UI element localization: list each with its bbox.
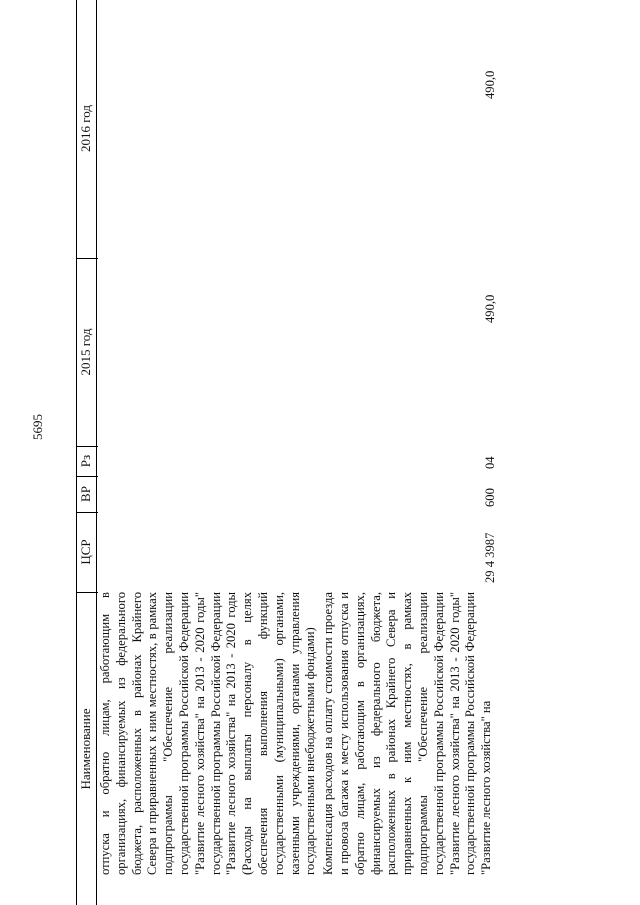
row-1-name: отпуска и обратно лицам, работающим в организациях, финансируемых из федерального бюджета, расположенных в районах Крайнего Севера и приравненных к ним местностях, в рамках подпрограммы "Обеспечение реализации государственной программы Российской Федерации "Развитие лесного хозяйства" на 2013 - 2020 годы" государственной программы Российской Федерации "Развитие лесного хозяйства" на 2013 - 2020 годы (Расходы на выплаты персоналу в целях обеспечения выполнения функций государственными (муниципальными) органами, казенными учреждениями, органами управления государственными внебюджетными фондами) <box>98 592 318 875</box>
column-divider <box>76 512 98 513</box>
row-1-csr: 29 4 3987 <box>483 532 497 583</box>
name-column <box>98 592 495 875</box>
column-divider <box>76 592 98 593</box>
header-name: Наименование <box>78 708 93 790</box>
header-vr: ВР <box>76 476 96 513</box>
header-rz: Рз <box>76 446 96 477</box>
header-2015: 2015 год <box>76 258 96 447</box>
header-2016: 2016 год <box>76 0 96 259</box>
row-1-2015: 490,0 <box>483 294 497 323</box>
page-number: 5695 <box>30 414 45 440</box>
row-1-vr: 600 <box>483 488 497 507</box>
header-csr: ЦСР <box>76 512 96 593</box>
table-header-row <box>76 0 97 905</box>
column-divider <box>76 258 98 259</box>
row-2-name: Компенсация расходов на оплату стоимости проезда и провоза багажа к месту использования отпуска и обратно лицам, работающим в организациях, финансируемых из федерального бюджета, расположенных в районах Крайнего Севера и приравненных к ним местностях, в рамках подпрограммы "Обеспечение реализации государственной программы Российской Федерации "Развитие лесного хозяйства" на 2013 - 2020 годы" государственной программы Российской Федерации "Развитие лесного хозяйства" на <box>321 592 494 875</box>
row-1-2016: 490,0 <box>483 70 497 99</box>
column-divider <box>76 446 98 447</box>
column-divider <box>76 476 98 477</box>
row-1-rz: 04 <box>483 456 497 469</box>
